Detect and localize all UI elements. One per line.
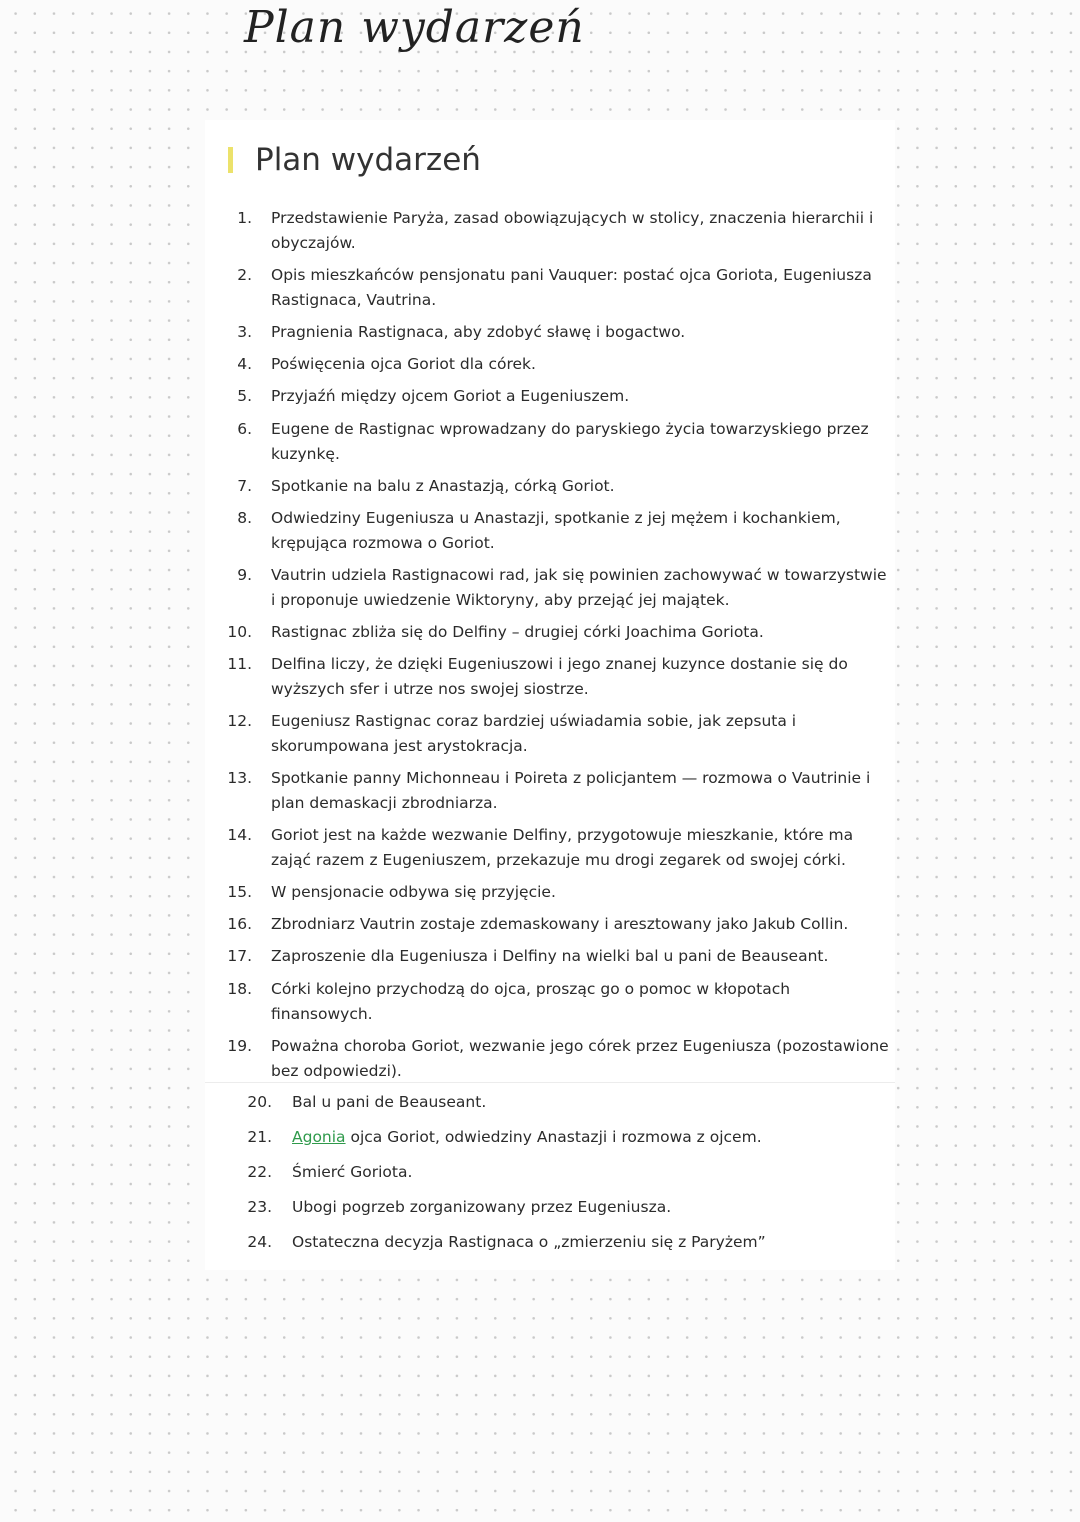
item-number: 18. — [227, 980, 252, 998]
item-number: 1. — [237, 209, 252, 227]
item-text: Eugeniusz Rastignac coraz bardziej uświadamia sobie, jak zepsuta i skorumpowana jest arystokracja. — [271, 712, 797, 755]
item-number: 4. — [237, 355, 252, 373]
section-divider — [205, 1082, 895, 1083]
list-item — [232, 1195, 872, 1220]
item-text: Zaproszenie dla Eugeniusza i Delfiny na wielki bal u pani de Beauseant. — [271, 947, 829, 965]
list-item — [212, 352, 892, 377]
item-text: Rastignac zbliża się do Delfiny – drugiej córki Joachima Goriota. — [271, 623, 764, 641]
item-number: 22. — [247, 1163, 272, 1181]
section-title-text: Plan wydarzeń — [255, 142, 481, 178]
item-number: 11. — [227, 655, 252, 673]
item-text: Vautrin udziela Rastignacowi rad, jak się powinien zachowywać w towarzystwie i proponuje uwiedzenie Wiktoryny, aby przejąć jej majątek. — [271, 566, 887, 609]
item-number: 12. — [227, 712, 252, 730]
item-number: 7. — [237, 477, 252, 495]
list-item — [212, 823, 892, 873]
item-text: Delfina liczy, że dzięki Eugeniuszowi i jego znanej kuzynce dostanie się do wyższych sfer i utrze nos swojej siostrze. — [271, 655, 848, 698]
list-item — [212, 563, 892, 613]
agonia-link[interactable]: Agonia — [292, 1128, 346, 1146]
list-item — [232, 1160, 872, 1185]
list-item — [212, 652, 892, 702]
list-item — [212, 766, 892, 816]
item-text: W pensjonacie odbywa się przyjęcie. — [271, 883, 556, 901]
item-number: 14. — [227, 826, 252, 844]
item-number: 8. — [237, 509, 252, 527]
list-item — [212, 912, 892, 937]
item-number: 3. — [237, 323, 252, 341]
list-item — [212, 384, 892, 409]
item-number: 16. — [227, 915, 252, 933]
list-item — [212, 709, 892, 759]
item-text: Goriot jest na każde wezwanie Delfiny, przygotowuje mieszkanie, które ma zająć razem z Eugeniuszem, przekazuje mu drogi zegarek od swojej córki. — [271, 826, 854, 869]
list-item — [212, 620, 892, 645]
item-text: Bal u pani de Beauseant. — [292, 1093, 487, 1111]
item-number: 5. — [237, 387, 252, 405]
item-number: 15. — [227, 883, 252, 901]
item-text: Przedstawienie Paryża, zasad obowiązujących w stolicy, znaczenia hierarchii i obyczajów. — [271, 209, 874, 252]
section-title — [228, 140, 481, 180]
list-item — [212, 417, 892, 467]
list-item — [232, 1230, 872, 1255]
item-number: 10. — [227, 623, 252, 641]
list-item — [212, 206, 892, 256]
item-text: Zbrodniarz Vautrin zostaje zdemaskowany i aresztowany jako Jakub Collin. — [271, 915, 849, 933]
item-number: 19. — [227, 1037, 252, 1055]
item-number: 23. — [247, 1198, 272, 1216]
item-text: ojca Goriot, odwiedziny Anastazji i rozmowa z ojcem. — [345, 1128, 762, 1146]
item-number: 17. — [227, 947, 252, 965]
item-text: Pragnienia Rastignaca, aby zdobyć sławę i bogactwo. — [271, 323, 686, 341]
list-item — [232, 1090, 872, 1115]
item-text: Spotkanie panny Michonneau i Poireta z policjantem — rozmowa o Vautrinie i plan demaskacji zbrodniarza. — [271, 769, 871, 812]
item-number: 9. — [237, 566, 252, 584]
item-text: Poświęcenia ojca Goriot dla córek. — [271, 355, 536, 373]
list-item — [212, 944, 892, 969]
item-text: Ubogi pogrzeb zorganizowany przez Eugeniusza. — [292, 1198, 672, 1216]
item-text: Ostateczna decyzja Rastignaca o „zmierzeniu się z Paryżem” — [292, 1233, 766, 1251]
item-text: Córki kolejno przychodzą do ojca, prosząc go o pomoc w kłopotach finansowych. — [271, 980, 791, 1023]
item-text: Spotkanie na balu z Anastazją, córką Goriot. — [271, 477, 615, 495]
item-number: 13. — [227, 769, 252, 787]
item-number: 2. — [237, 266, 252, 284]
item-text: Eugene de Rastignac wprowadzany do paryskiego życia towarzyskiego przez kuzynkę. — [271, 420, 869, 463]
list-item — [212, 474, 892, 499]
item-number: 24. — [247, 1233, 272, 1251]
list-item — [232, 1125, 872, 1150]
item-text: Śmierć Goriota. — [292, 1163, 413, 1181]
list-item — [212, 506, 892, 556]
item-number: 6. — [237, 420, 252, 438]
list-item — [212, 880, 892, 905]
item-text-with-link — [292, 1125, 872, 1150]
item-text: Poważna choroba Goriot, wezwanie jego córek przez Eugeniusza (pozostawione bez odpowiedzi). — [271, 1037, 889, 1080]
item-number: 21. — [247, 1128, 272, 1146]
item-number: 20. — [247, 1093, 272, 1111]
list-item — [212, 977, 892, 1027]
handwritten-title: Plan wydarzeń — [244, 2, 585, 53]
list-item — [212, 263, 892, 313]
list-item — [212, 320, 892, 345]
item-text: Odwiedziny Eugeniusza u Anastazji, spotkanie z jej mężem i kochankiem, krępująca rozmowa o Goriot. — [271, 509, 841, 552]
list-item — [212, 1034, 892, 1084]
item-text: Przyjaźń między ojcem Goriot a Eugeniuszem. — [271, 387, 630, 405]
item-text: Opis mieszkańców pensjonatu pani Vauquer: postać ojca Goriota, Eugeniusza Rastignaca, Vautrina. — [271, 266, 872, 309]
